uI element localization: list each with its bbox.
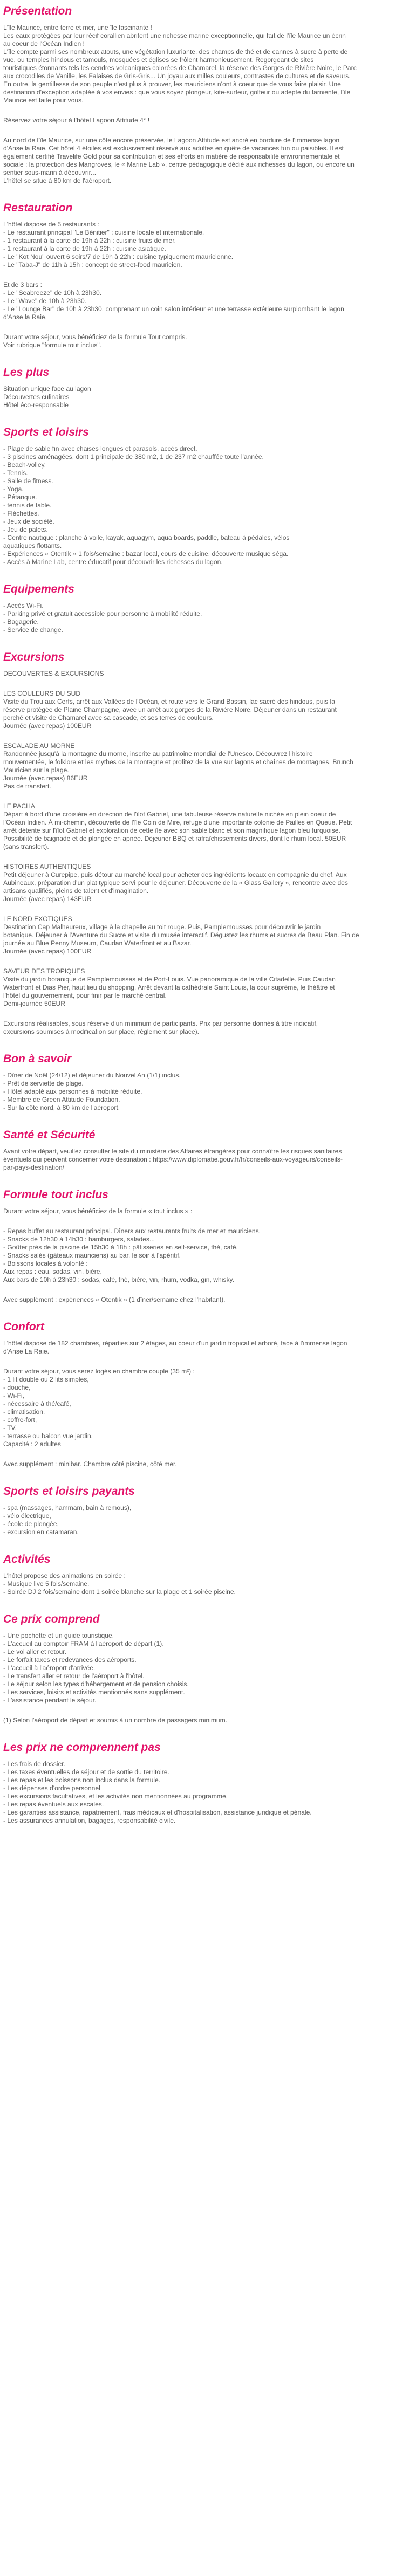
- section-title-ce-prix-ne-comprend-pas: Les prix ne comprennent pas: [3, 1741, 161, 1754]
- text-line: - Goûter près de la piscine de 15h30 à 18h : pâtisseries en self-service, thé, café.: [3, 1244, 238, 1251]
- text-line: Hôtel éco-responsable: [3, 401, 69, 409]
- section-excursions: [3, 650, 406, 1036]
- text-line: - Les services, loisirs et activités mentionnés sans supplément.: [3, 1688, 185, 1696]
- text-line: touristiques étonnants tels les cendres volcaniques colorées de Chamarel, la réserve des Gorges de Rivière Noire, le Parc: [3, 64, 357, 72]
- text-line: Journée (avec repas) 86EUR: [3, 774, 88, 782]
- text-line: Aux repas : eau, sodas, vin, bière.: [3, 1268, 102, 1275]
- paragraph: [3, 1572, 406, 1596]
- section-sports-loisirs-payants: [3, 1485, 406, 1536]
- section-title-sante-securite: Santé et Sécurité: [3, 1129, 96, 1141]
- text-line: - Le "Lounge Bar" de 10h à 23h30, comprenant un coin salon intérieur et une terrasse extérieure surplombant le lagon: [3, 305, 344, 313]
- paragraph: [3, 1071, 406, 1112]
- text-line: - Les garanties assistance, rapatriement, frais médicaux et d'hospitalisation, assistance juridique et pénale.: [3, 1809, 312, 1816]
- section-les-plus: [3, 366, 406, 409]
- text-line: - Salle de fitness.: [3, 477, 53, 485]
- text-line: - Bagagerie.: [3, 618, 39, 626]
- text-line: - L'accueil à l'aéroport d'arrivée.: [3, 1664, 96, 1672]
- text-line: d'Anse la Raie. Cet hôtel 4 étoiles est exclusivement réservé aux adultes en quête de vacances fun ou paisibles. Il est: [3, 145, 344, 152]
- text-line: - Les dépenses d'ordre personnel: [3, 1784, 100, 1792]
- text-line: artisans qualifiés, pleins de talent et d'imagination.: [3, 887, 149, 895]
- text-line: aux crocodiles de Vanille, les Falaises de Gris-Gris... Un joyau aux milles couleurs, contrastes de cultures et de saveurs.: [3, 72, 351, 80]
- text-line: Avec supplément : expériences « Otentik » (1 dîner/semaine chez l'habitant).: [3, 1296, 226, 1303]
- text-line: - Parking privé et gratuit accessible pour personne à mobilité réduite.: [3, 610, 202, 617]
- paragraph: [3, 1632, 406, 1705]
- text-line: Situation unique face au lagon: [3, 385, 91, 393]
- section-title-equipements: Equipements: [3, 583, 74, 595]
- text-line: - coffre-fort,: [3, 1416, 37, 1424]
- text-line: - Tennis.: [3, 469, 28, 477]
- text-line: - douche,: [3, 1384, 31, 1391]
- text-line: Réservez votre séjour à l'hôtel Lagoon Attitude 4* !: [3, 116, 150, 124]
- paragraph: [3, 863, 406, 903]
- text-line: - spa (massages, hammam, bain à remous),: [3, 1504, 132, 1512]
- paragraph: [3, 116, 406, 125]
- text-line: destination d'exception adaptée à vos envies : que vous soyez plongeur, kite-surfeur, golfeur ou adepte du farniente, l'île: [3, 88, 351, 96]
- section-confort: [3, 1320, 406, 1468]
- text-line: Durant votre séjour, vous serez logés en chambre couple (35 m²) :: [3, 1368, 195, 1375]
- text-line: LE PACHA: [3, 802, 35, 810]
- text-line: - Plage de sable fin avec chaises longues et parasols, accès direct.: [3, 445, 197, 452]
- section-sante-securite: [3, 1128, 406, 1172]
- text-line: au coeur de l'Océan Indien !: [3, 40, 85, 47]
- text-line: - Wi-Fi,: [3, 1392, 24, 1399]
- text-line: Départ à bord d'une croisière en direction de l'îlot Gabriel, une fabuleuse réserve naturelle nichée en plein coeur de: [3, 810, 336, 818]
- text-line: - 1 restaurant à la carte de 19h à 22h : cuisine fruits de mer.: [3, 237, 176, 244]
- section-ce-prix-comprend: [3, 1612, 406, 1725]
- text-line: - Pétanque.: [3, 493, 37, 501]
- text-line: vue, ou temples hindous et tamouls, mosquées et églises se frôlent harmonieusement. Regorgeant de sites: [3, 56, 314, 64]
- text-line: Aux bars de 10h à 23h30 : sodas, café, thé, bière, vin, rhum, vodka, gin, whisky.: [3, 1276, 234, 1283]
- paragraph: [3, 1020, 406, 1036]
- text-line: - Le forfait taxes et redevances des aéroports.: [3, 1656, 137, 1664]
- paragraph: [3, 1716, 406, 1725]
- text-line: - Expériences « Otentik » 1 fois/semaine : bazar local, cours de cuisine, découverte musique séga.: [3, 550, 289, 558]
- paragraph: [3, 1148, 406, 1172]
- text-line: - Centre nautique : planche à voile, kayak, aquagym, aqua boards, paddle, bateau à pédales, vélos: [3, 534, 290, 541]
- text-line: - TV,: [3, 1424, 17, 1432]
- text-line: Découvertes culinaires: [3, 393, 70, 401]
- text-line: excursions soumises à modification sur place, réglement sur place).: [3, 1028, 199, 1035]
- paragraph: [3, 385, 406, 409]
- text-line: - Les assurances annulation, bagages, responsabilité civile.: [3, 1817, 176, 1824]
- text-line: - Le séjour selon les types d'hébergement et de pension choisis.: [3, 1680, 189, 1688]
- paragraph: [3, 670, 406, 678]
- text-line: Journée (avec repas) 100EUR: [3, 947, 92, 955]
- text-line: - Le "Kot Nou" ouvert 6 soirs/7 de 19h à 22h : cuisine typiquement mauricienne.: [3, 253, 234, 260]
- text-line: Capacité : 2 adultes: [3, 1440, 61, 1448]
- paragraph: [3, 1368, 406, 1448]
- text-line: Maurice est faite pour vous.: [3, 97, 84, 104]
- section-title-restauration: Restauration: [3, 202, 73, 214]
- paragraph: [3, 802, 406, 851]
- text-line: LE NORD EXOTIQUES: [3, 915, 72, 923]
- text-line: Aubineaux, préparation d'un plat typique servi pour le déjeuner. Découverte de la « Glass Gallery », rencontre avec des: [3, 879, 348, 887]
- text-line: Durant votre séjour, vous bénéficiez de la formule Tout compris.: [3, 333, 187, 341]
- text-line: DECOUVERTES & EXCURSIONS: [3, 670, 104, 677]
- text-line: - Jeux de société.: [3, 518, 54, 525]
- section-equipements: [3, 582, 406, 634]
- text-line: sociale : la protection des Mangroves, le « Marine Lab », centre pédagogique dédié aux richesses du lagon, ou encore un: [3, 161, 355, 168]
- paragraph: [3, 742, 406, 791]
- text-line: - Repas buffet au restaurant principal. Dîners aux restaurants fruits de mer et mauriciens.: [3, 1227, 261, 1235]
- text-line: aquatiques flottants.: [3, 542, 62, 549]
- text-line: - Le "Seabreeze" de 10h à 23h30.: [3, 289, 102, 297]
- section-sports-loisirs: [3, 425, 406, 566]
- text-line: - Yoga.: [3, 485, 24, 493]
- text-line: - Le restaurant principal "Le Bénitier" : cuisine locale et internationale.: [3, 229, 204, 236]
- text-line: par-pays-destination/: [3, 1164, 64, 1171]
- text-line: - Accès Wi-Fi.: [3, 602, 44, 609]
- text-line: - L'assistance pendant le séjour.: [3, 1696, 97, 1704]
- section-bon-a-savoir: [3, 1052, 406, 1112]
- paragraph: [3, 1227, 406, 1284]
- text-line: Destination Cap Malheureux, village à la chapelle au toit rouge. Puis, Pamplemousses pour découvrir le jardin: [3, 923, 321, 931]
- text-line: ESCALADE AU MORNE: [3, 742, 75, 750]
- section-formule-tout-inclus: [3, 1188, 406, 1304]
- text-line: Visite du Trou aux Cerfs, arrêt aux Vallées de l'Océan, et route vers le Grand Bassin, lac sacré des hindous, puis la: [3, 698, 335, 705]
- text-line: Possibilité de baignade et de plongée en apnée. Déjeuner BBQ et rafraîchissements divers, dont le rhum local. 50EUR: [3, 835, 346, 842]
- text-line: L'hôtel se situe à 80 km de l'aéroport.: [3, 177, 112, 184]
- section-title-les-plus: Les plus: [3, 366, 50, 379]
- paragraph: [3, 281, 406, 321]
- text-line: Et de 3 bars :: [3, 281, 42, 288]
- text-line: - 1 restaurant à la carte de 19h à 22h : cuisine asiatique.: [3, 245, 166, 252]
- paragraph: [3, 602, 406, 634]
- section-title-confort: Confort: [3, 1321, 44, 1333]
- text-line: mouvementée, le folklore et les mythes de la montagne et profitez de la vue sur lagons et chaînes de montagnes. Brunch: [3, 758, 353, 766]
- section-restauration: [3, 201, 406, 349]
- text-line: - Dîner de Noël (24/12) et déjeuner du Nouvel An (1/1) inclus.: [3, 1071, 181, 1079]
- text-line: - Membre de Green Attitude Foundation.: [3, 1096, 120, 1103]
- text-line: SAVEUR DES TROPIQUES: [3, 967, 85, 975]
- section-title-sports-loisirs-payants: Sports et loisirs payants: [3, 1485, 135, 1497]
- text-line: - école de plongée,: [3, 1520, 59, 1528]
- text-line: - Le transfert aller et retour de l'aéroport à l'hôtel.: [3, 1672, 145, 1680]
- text-line: - Les repas éventuels aux escales.: [3, 1801, 104, 1808]
- text-line: botanique. Déjeuner à l'Aventure du Sucre et visite du musée interactif. Dégustez les rhums et sucres de Beau Plan. Fin de: [3, 931, 359, 939]
- section-title-formule-tout-inclus: Formule tout inclus: [3, 1189, 108, 1201]
- paragraph: [3, 1760, 406, 1825]
- text-line: - Les taxes éventuelles de séjour et de sortie du territoire.: [3, 1768, 169, 1776]
- text-line: Avec supplément : minibar. Chambre côté piscine, côté mer.: [3, 1460, 177, 1468]
- text-line: Avant votre départ, veuillez consulter le site du ministère des Affaires étrangères pour connaître les risques sanitaires: [3, 1148, 342, 1155]
- text-line: - Une pochette et un guide touristique.: [3, 1632, 114, 1639]
- paragraph: [3, 24, 406, 105]
- text-line: - Jeu de palets.: [3, 526, 48, 533]
- text-line: d'Anse La Raie.: [3, 1348, 50, 1355]
- text-line: - Fléchettes.: [3, 510, 39, 517]
- text-line: Mauricien sur la plage.: [3, 766, 69, 774]
- text-line: perché et visite de Chamarel avec sa cascade, et ses terres de couleurs.: [3, 714, 214, 722]
- text-line: Voir rubrique "formule tout inclus".: [3, 341, 102, 349]
- paragraph: [3, 690, 406, 730]
- text-line: - Sur la côte nord, à 80 km de l'aéroport.: [3, 1104, 120, 1111]
- text-line: L'hôtel propose des animations en soirée :: [3, 1572, 126, 1579]
- text-line: l'Océan Indien. À mi-chemin, découverte de l'île Coin de Mire, refuge d'une importante colonie de Pailles en Queue. Petit: [3, 819, 352, 826]
- text-line: L'île Maurice, entre terre et mer, une île fascinante !: [3, 24, 152, 31]
- text-line: - Le vol aller et retour.: [3, 1648, 66, 1655]
- text-line: éventuels qui peuvent concerner votre destination : https://www.diplomatie.gouv.fr/fr/conseils-aux-voyageurs/conseils-: [3, 1156, 343, 1163]
- paragraph: [3, 333, 406, 349]
- text-line: Au nord de l'île Maurice, sur une côte encore préservée, le Lagoon Attitude est ancré en bordure de l'immense lagon: [3, 136, 340, 144]
- text-line: - Snacks de 12h30 à 14h30 : hamburgers, salades...: [3, 1235, 155, 1243]
- paragraph: [3, 1460, 406, 1468]
- text-line: - climatisation,: [3, 1408, 45, 1416]
- text-line: - Prêt de serviette de plage.: [3, 1080, 84, 1087]
- text-line: (1) Selon l'aéroport de départ et soumis à un nombre de passagers minimum.: [3, 1716, 228, 1724]
- text-line: Journée (avec repas) 143EUR: [3, 895, 92, 903]
- text-line: - Les repas et les boissons non inclus dans la formule.: [3, 1776, 161, 1784]
- section-title-sports-loisirs: Sports et loisirs: [3, 426, 89, 438]
- text-line: Visite du jardin botanique de Pamplemousses et de Port-Louis. Vue panoramique de la ville Citadelle. Puis Caudan: [3, 976, 336, 983]
- paragraph: [3, 445, 406, 566]
- text-line: Waterfront et Dias Pier, haut lieu du shopping. Arrêt devant la cathédrale Saint Louis, la cour suprême, le théâtre et: [3, 984, 335, 991]
- text-line: d'Anse la Raie.: [3, 313, 47, 321]
- text-line: En outre, la gentillesse de son peuple n'est plus à prouver, les mauriciens n'ont à coeur que de vous faire plaisir. Une: [3, 80, 341, 88]
- section-activites: [3, 1553, 406, 1596]
- text-line: - 3 piscines aménagées, dont 1 principale de 380 m2, 1 de 237 m2 chauffée toute l'année.: [3, 453, 264, 461]
- text-line: - Hôtel adapté aux personnes à mobilité réduite.: [3, 1088, 142, 1095]
- text-line: - Les frais de dossier.: [3, 1760, 65, 1768]
- section-title-excursions: Excursions: [3, 651, 65, 663]
- section-title-bon-a-savoir: Bon à savoir: [3, 1053, 72, 1065]
- text-line: Petit déjeuner à Curepipe, puis détour au marché local pour acheter des ingrédients locaux en compagnie du chef. Aux: [3, 871, 347, 878]
- text-line: (sans transfert).: [3, 843, 49, 850]
- paragraph: [3, 967, 406, 1008]
- text-line: - L'accueil au comptoir FRAM à l'aéroport de départ (1).: [3, 1640, 164, 1647]
- section-title-presentation: Présentation: [3, 5, 72, 17]
- text-line: - Les excursions facultatives, et les activités non mentionnées au programme.: [3, 1792, 228, 1800]
- section-ce-prix-ne-comprend-pas: [3, 1741, 406, 1825]
- text-line: L'hôtel dispose de 182 chambres, réparties sur 2 étages, au coeur d'un jardin tropical et arboré, face à l'immense lagon: [3, 1339, 347, 1347]
- text-line: - excursion en catamaran.: [3, 1528, 79, 1536]
- text-line: - Accès à Marine Lab, centre éducatif pour découvrir les richesses du lagon.: [3, 558, 223, 566]
- text-line: - Beach-volley.: [3, 461, 46, 469]
- text-line: journée au Blue Penny Museum, Caudan Waterfront et au Bazar.: [3, 939, 192, 947]
- text-line: également certifié Travelife Gold pour sa contribution et ses efforts en matière de responsabilité environnementale et: [3, 153, 340, 160]
- paragraph: [3, 221, 406, 269]
- text-line: Durant votre séjour, vous bénéficiez de la formule « tout inclus » :: [3, 1207, 193, 1215]
- text-line: Les eaux protégées par leur récif corallien abritent une richesse marine exceptionnelle, qui fait de l'île Maurice un écrin: [3, 32, 346, 39]
- paragraph: [3, 1339, 406, 1356]
- paragraph: [3, 1296, 406, 1304]
- text-line: L'hôtel dispose de 5 restaurants :: [3, 221, 99, 228]
- text-line: - terrasse ou balcon vue jardin.: [3, 1432, 93, 1440]
- text-line: - nécessaire à thé/café,: [3, 1400, 71, 1407]
- text-line: - 1 lit double ou 2 lits simples,: [3, 1376, 89, 1383]
- text-line: Excursions réalisables, sous réserve d'un minimum de participants. Prix par personne donnés à titre indicatif,: [3, 1020, 318, 1027]
- text-line: - Snacks salés (gâteaux mauriciens) au bar, le soir à l'apéritif.: [3, 1252, 181, 1259]
- text-line: - tennis de table.: [3, 502, 52, 509]
- text-line: réserve protégée de Plaine Champagne, avec un arrêt aux gorges de la Rivière Noire. Déjeuner dans un restaurant: [3, 706, 337, 713]
- text-line: - Le "Taba-J" de 11h à 15h : concept de street-food mauricien.: [3, 261, 182, 269]
- paragraph: [3, 1207, 406, 1215]
- text-line: - Musique live 5 fois/semaine.: [3, 1580, 90, 1588]
- text-line: - Le "Wave" de 10h à 23h30.: [3, 297, 87, 305]
- text-line: - vélo électrique,: [3, 1512, 51, 1520]
- text-line: - Boissons locales à volonté :: [3, 1260, 88, 1267]
- section-title-ce-prix-comprend: Ce prix comprend: [3, 1613, 100, 1625]
- text-line: - Soirée DJ 2 fois/semaine dont 1 soirée blanche sur la plage et 1 soirée piscine.: [3, 1588, 236, 1596]
- section-title-activites: Activités: [3, 1553, 51, 1565]
- text-line: arrêt détente sur l'îlot Gabriel et exploration de cette île avec son sable blanc et son magnifique lagon bleu turquoise.: [3, 827, 340, 834]
- text-line: HISTOIRES AUTHENTIQUES: [3, 863, 91, 870]
- text-line: sentier sous-marin à découvrir...: [3, 169, 97, 176]
- paragraph: [3, 1504, 406, 1536]
- paragraph: [3, 136, 406, 185]
- section-presentation: [3, 4, 406, 185]
- text-line: L'île compte parmi ses nombreux atouts, une végétation luxuriante, des champs de thé et de cannes à sucre à perte de: [3, 48, 348, 56]
- text-line: Journée (avec repas) 100EUR: [3, 722, 92, 730]
- text-line: l'hôtel du gouvernement, pour finir par le marché central.: [3, 992, 167, 999]
- text-line: LES COULEURS DU SUD: [3, 690, 81, 697]
- text-line: - Service de change.: [3, 626, 63, 634]
- text-line: Pas de transfert.: [3, 782, 51, 790]
- text-line: Randonnée jusqu'à la montagne du morne, inscrite au patrimoine mondial de l'Unesco. Découvrez l'histoire: [3, 750, 313, 758]
- text-line: Demi-journée 50EUR: [3, 1000, 65, 1007]
- paragraph: [3, 915, 406, 956]
